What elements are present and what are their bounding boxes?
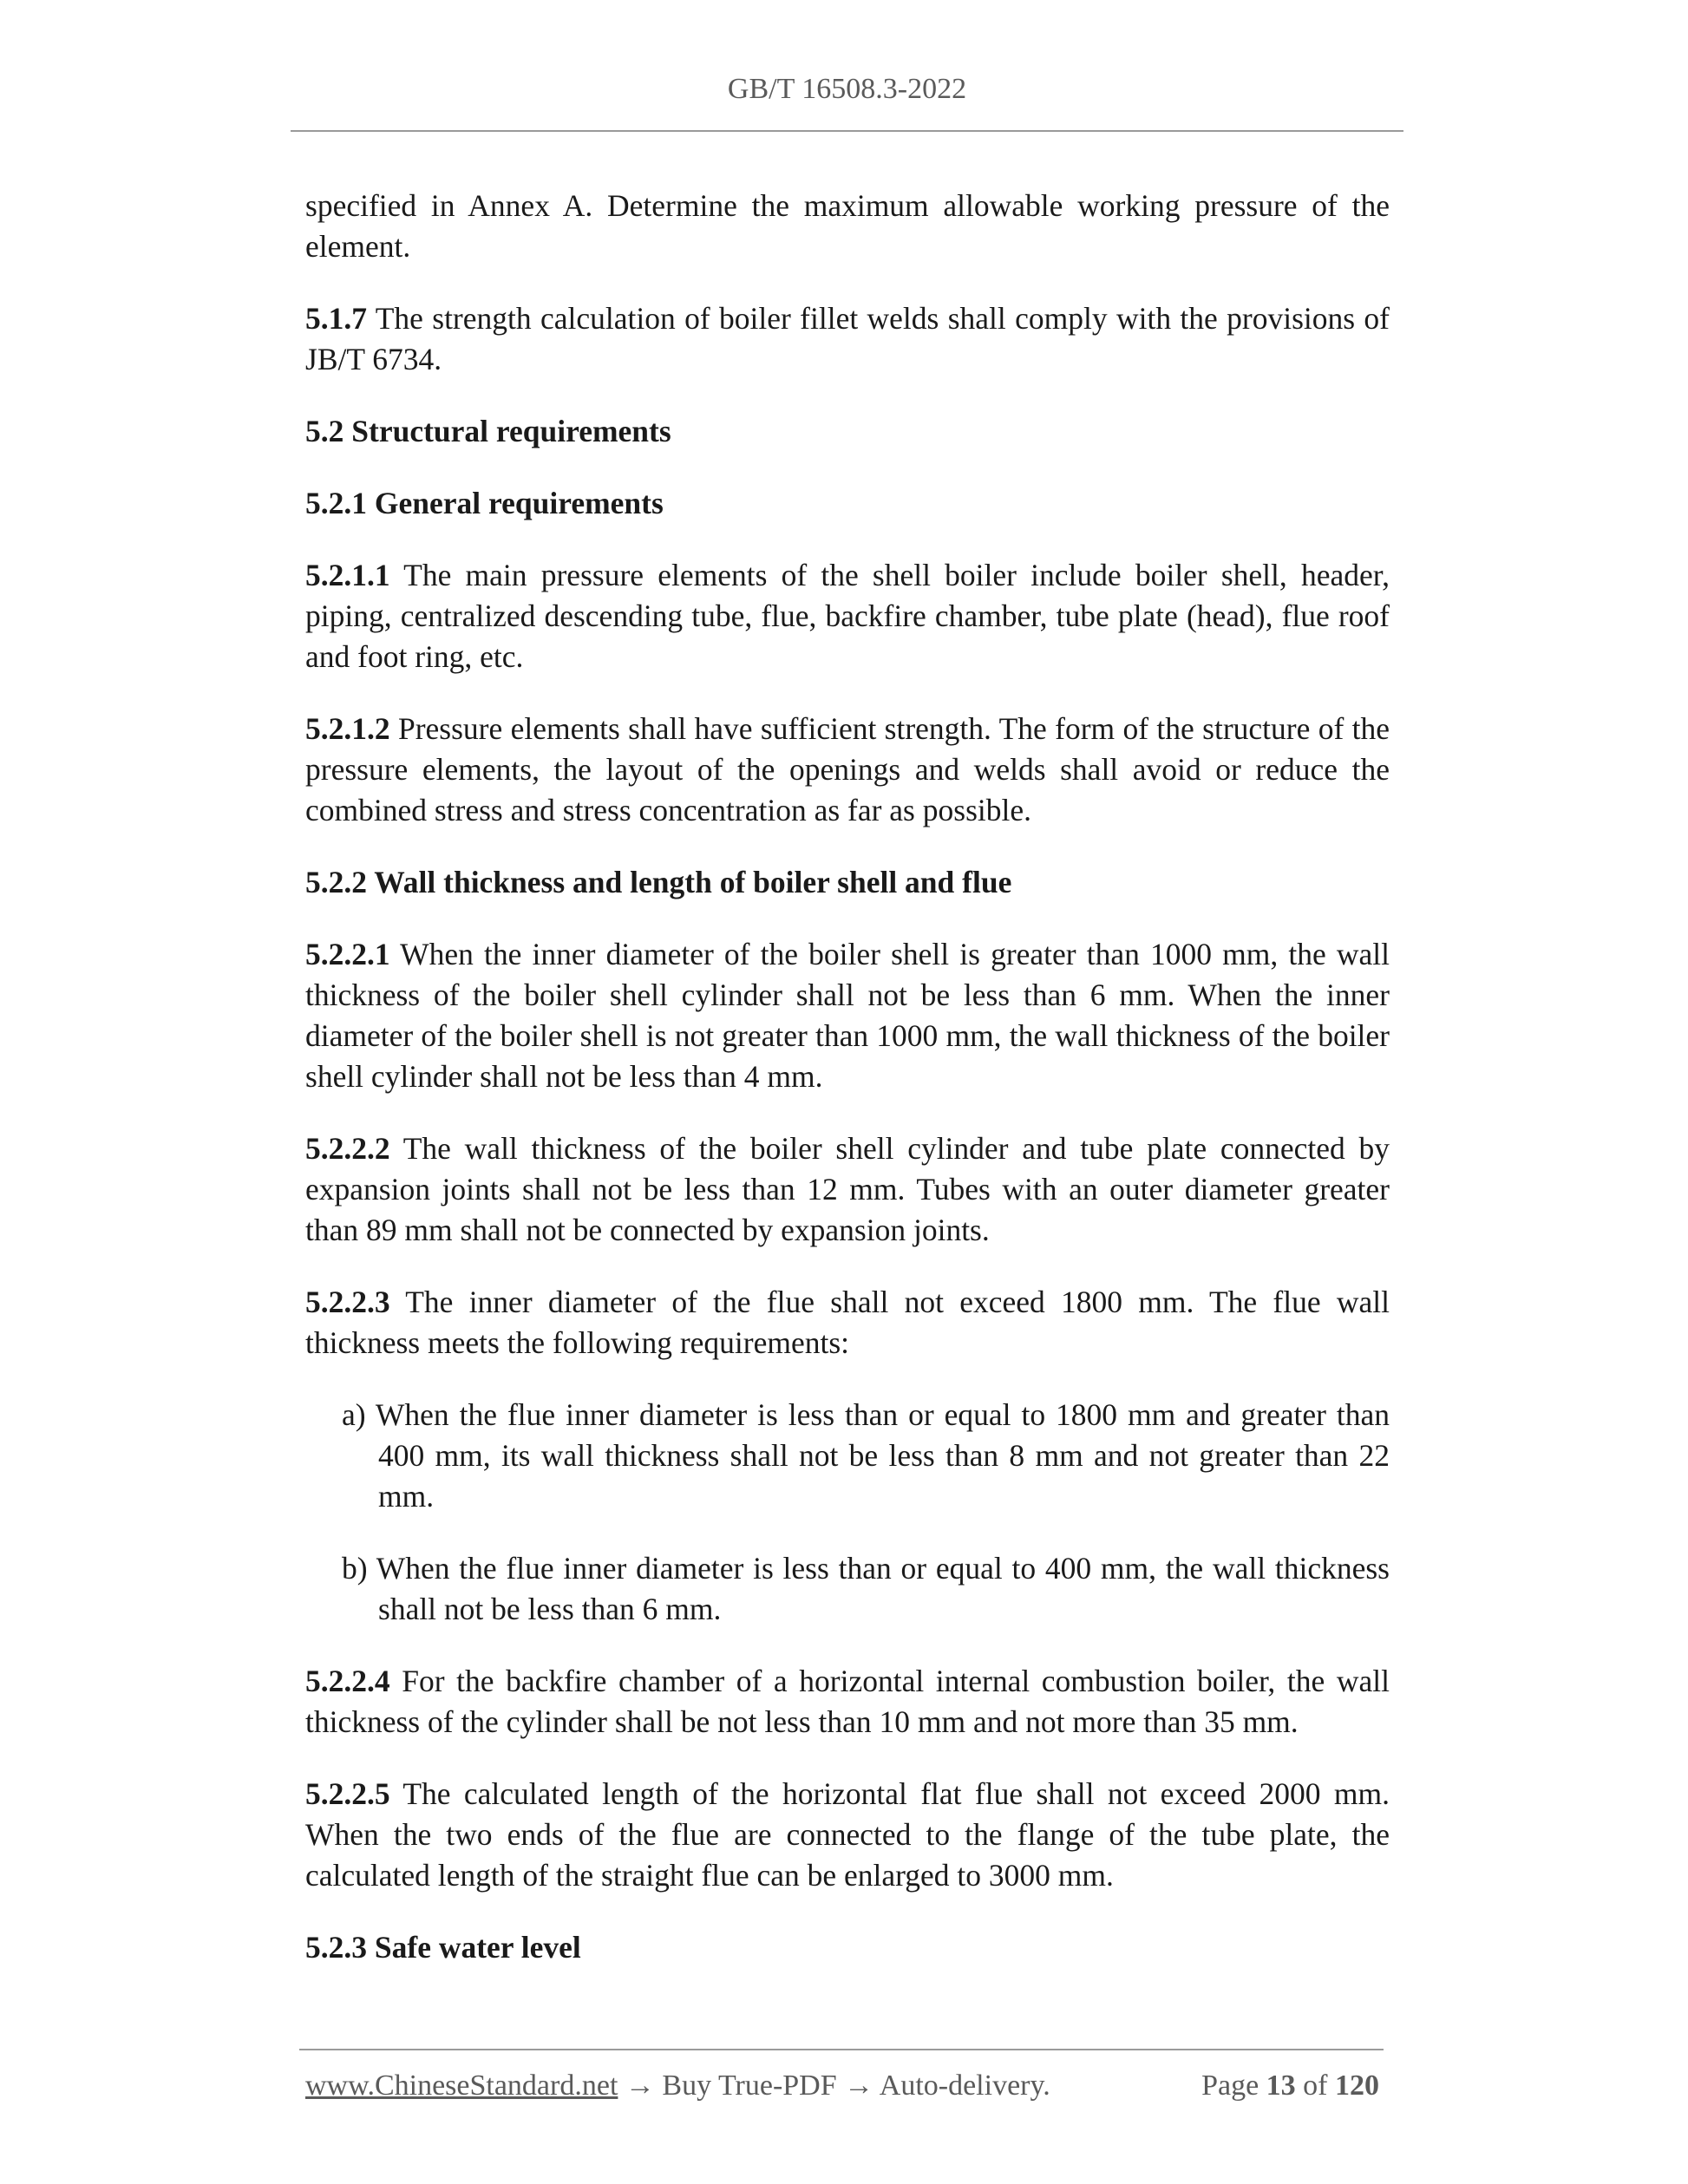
clause-5-2-2-3 — [305, 1282, 1390, 1363]
page-current: 13 — [1266, 2070, 1296, 2102]
clause-number: 5.2.2.4 — [305, 1664, 390, 1698]
list-item-b: b) When the flue inner diameter is less than or equal to 400 mm, the wall thickness shall not be less than 6 mm. — [342, 1551, 1390, 1626]
page-number — [1201, 2070, 1379, 2102]
heading-5-2-3: 5.2.3 Safe water level — [305, 1930, 581, 1965]
clause-text: The strength calculation of boiler fillet welds shall comply with the provisions of JB/T 6734. — [305, 301, 1390, 376]
clause-text: For the backfire chamber of a horizontal internal combustion boiler, the wall thickness of the cylinder shall be not less than 10 mm and not more than 35 mm. — [305, 1664, 1390, 1739]
heading-5-2-1: 5.2.1 General requirements — [305, 486, 664, 520]
page-of: of — [1303, 2070, 1328, 2102]
paragraph-text: specified in Annex A. Determine the maximum allowable working pressure of the element. — [305, 188, 1390, 264]
page-label: Page — [1201, 2070, 1259, 2102]
clause-text: The inner diameter of the flue shall not exceed 1800 mm. The flue wall thickness meets the following requirements: — [305, 1285, 1390, 1360]
page-footer — [305, 2070, 1379, 2102]
footer-promo — [305, 2070, 1050, 2102]
clause-5-2-2-1 — [305, 934, 1390, 1097]
document-code: GB/T 16508.3-2022 — [727, 73, 967, 105]
clause-text: The wall thickness of the boiler shell cylinder and tube plate connected by expansion joints shall not be less than 12 mm. Tubes with an outer diameter greater than 89 mm shall not be connected by expansion joints. — [305, 1131, 1390, 1247]
website-link[interactable]: www.ChineseStandard.net — [305, 2070, 618, 2102]
clause-5-2-1-2 — [305, 709, 1390, 831]
clause-number: 5.2.2.5 — [305, 1776, 390, 1811]
clause-number: 5.2.2.2 — [305, 1131, 390, 1166]
clause-text: When the inner diameter of the boiler shell is greater than 1000 mm, the wall thickness of the boiler shell cylinder shall not be less than 6 mm. When the inner diameter of the boiler shell is not greater than 1000 mm, the wall thickness of the boiler shell cylinder shall not be less than 4 mm. — [305, 937, 1390, 1094]
clause-number: 5.2.2.3 — [305, 1285, 390, 1319]
footer-promo-text: → Buy True-PDF → Auto-delivery. — [618, 2070, 1050, 2102]
clause-number: 5.2.1.1 — [305, 558, 390, 592]
paragraph-continuation — [305, 186, 1390, 267]
clause-5-2-2-4 — [305, 1661, 1390, 1743]
clause-text: Pressure elements shall have sufficient strength. The form of the structure of the pressure elements, the layout of the openings and welds shall avoid or reduce the combined stress and stress concentration as far as possible. — [305, 711, 1390, 827]
clause-number: 5.2.2.1 — [305, 937, 390, 971]
page-total: 120 — [1335, 2070, 1379, 2102]
clause-5-1-7 — [305, 298, 1390, 380]
clause-number: 5.2.1.2 — [305, 711, 390, 746]
clause-5-2-2-5 — [305, 1774, 1390, 1896]
footer-divider — [299, 2049, 1384, 2050]
clause-number: 5.1.7 — [305, 301, 367, 336]
list-item-a: a) When the flue inner diameter is less than or equal to 1800 mm and greater than 400 mm, its wall thickness shall not be less than 8 mm and not greater than 22 mm. — [342, 1397, 1390, 1514]
clause-5-2-2-2 — [305, 1128, 1390, 1251]
clause-text: The main pressure elements of the shell boiler include boiler shell, header, piping, centralized descending tube, flue, backfire chamber, tube plate (head), flue roof and foot ring, etc. — [305, 558, 1390, 674]
heading-5-2-2: 5.2.2 Wall thickness and length of boiler shell and flue — [305, 865, 1012, 899]
clause-5-2-1-1 — [305, 555, 1390, 677]
header-divider — [291, 130, 1403, 132]
page-header — [291, 73, 1403, 106]
heading-5-2: 5.2 Structural requirements — [305, 414, 671, 448]
document-body — [305, 186, 1390, 1999]
clause-text: The calculated length of the horizontal flat flue shall not exceed 2000 mm. When the two ends of the flue are connected to the flange of the tube plate, the calculated length of the straight flue can be enlarged to 3000 mm. — [305, 1776, 1390, 1893]
